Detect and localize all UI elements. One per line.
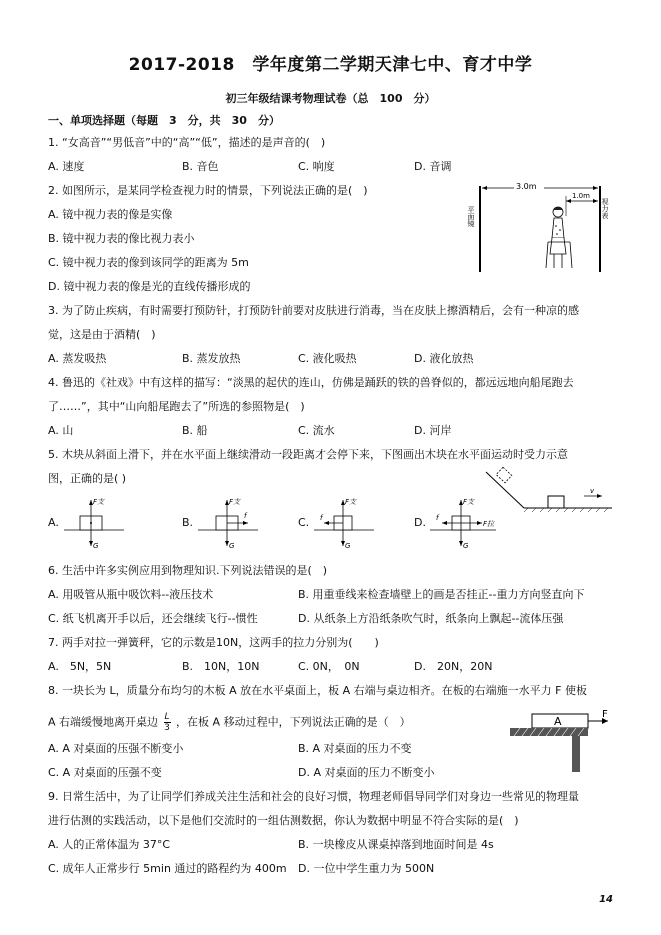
fraction-l-over-3 [164, 712, 171, 733]
q2-option-c: C. 镜中视力表的像到该同学的距离为 5m [48, 256, 249, 269]
q4-option-d: D. 河岸 [414, 424, 452, 437]
q4-stem-line2: 了……”，其中“山向船尾跑去了”所选的参照物是( ) [48, 400, 305, 413]
q2-option-a: A. 镜中视力表的像是实像 [48, 208, 173, 221]
q1-stem: 1. “女高音”“男低音”中的“高”“低”，描述的是声音的( ) [48, 136, 326, 149]
student-figure [546, 207, 572, 268]
q9-option-d: D. 一位中学生重力为 500N [298, 862, 435, 875]
q9-option-c: C. 成年人正常步行 5min 通过的路程约为 400m [48, 862, 287, 875]
q3-option-c: C. 液化吸热 [298, 352, 357, 365]
q8-option-b: B. A 对桌面的压力不变 [298, 742, 412, 755]
friction-label: f [320, 514, 323, 522]
velocity-label: v [590, 487, 595, 495]
q6-option-d: D. 从纸条上方沿纸条吹气时，纸条向上飘起--流体压强 [298, 612, 564, 625]
q3-option-d: D. 液化放热 [414, 352, 474, 365]
support-force-label: F支 [229, 498, 241, 506]
q3-option-b: B. 蒸发放热 [182, 352, 241, 365]
support-force-label: F支 [93, 498, 105, 506]
q7-option-a: A. 5N，5N [48, 660, 112, 673]
q6-option-a: A. 用吸管从瓶中吸饮料--液压技术 [48, 588, 214, 601]
q4-option-a: A. 山 [48, 424, 74, 437]
q5-option-c-diagram [314, 494, 384, 554]
q5-stem-line1: 5. 木块从斜面上滑下，并在水平面上继续滑动一段距离才会停下来，下图画出木块在水平面运动时受力示意 [48, 448, 568, 461]
chart-label: 视力表 [601, 198, 609, 219]
q3-stem-line1: 3. 为了防止疾病，有时需要打预防针，打预防针前要对皮肤进行消毒，当在皮肤上擦酒精后，会有一种凉的感 [48, 304, 579, 317]
q8-stem-line1: 8. 一块长为 L，质量分布均匀的木板 A 放在水平桌面上，板 A 右端与桌边相齐。在板的右端施一水平力 F 使板 [48, 684, 587, 697]
force-label: F [602, 709, 608, 720]
q5-option-a-diagram [64, 494, 134, 554]
q1-option-d: D. 音调 [414, 160, 452, 173]
distance-short-label: 1.0m [572, 192, 590, 200]
block-on-slope [496, 467, 512, 482]
q5-letter-d: D. [414, 516, 426, 529]
q1-option-c: C. 响度 [298, 160, 335, 173]
q9-option-a: A. 人的正常体温为 37°C [48, 838, 170, 851]
board-label: A [554, 715, 562, 728]
fraction-denominator: 3 [164, 723, 170, 733]
gravity-label: G [229, 542, 235, 550]
q9-stem-line1: 9. 日常生活中，为了让同学们养成关注生活和社会的良好习惯，物理老师倡导同学们对身边一些常见的物理量 [48, 790, 579, 803]
q2-option-d: D. 镜中视力表的像是光的直线传播形成的 [48, 280, 251, 293]
q8-option-d: D. A 对桌面的压力不断变小 [298, 766, 435, 779]
q5-option-b-diagram [198, 494, 268, 554]
friction-label: f [436, 514, 439, 522]
q4-option-b: B. 船 [182, 424, 208, 437]
q5-stem-line2: 图，正确的是( ) [48, 472, 127, 485]
section-heading: 一、单项选择题（每题 3 分，共 30 分） [48, 114, 280, 127]
fraction-numerator: L [164, 712, 170, 722]
q6-stem: 6. 生活中许多实例应用到物理知识.下列说法错误的是( ) [48, 564, 328, 577]
page-title: 2017-2018 学年度第二学期天津七中、育才中学 [128, 55, 533, 75]
q2-stem: 2. 如图所示，是某同学检查视力时的情景，下列说法正确的是( ) [48, 184, 368, 197]
q1-option-b: B. 音色 [182, 160, 219, 173]
block-on-ground [548, 496, 564, 508]
q1-option-a: A. 速度 [48, 160, 85, 173]
gravity-label: G [463, 542, 469, 550]
q2-option-b: B. 镜中视力表的像比视力表小 [48, 232, 195, 245]
mirror-label: 平面镜 [467, 206, 475, 227]
q7-option-c: C. 0N， 0N [298, 660, 360, 673]
q6-option-c: C. 纸飞机离开手以后，还会继续飞行--惯性 [48, 612, 258, 625]
exam-subtitle: 初三年级结课考物理试卷（总 100 分） [225, 92, 436, 105]
page-number: 14 [599, 894, 613, 905]
gravity-label: G [345, 542, 351, 550]
support-force-label: F支 [345, 498, 357, 506]
friction-label: f [244, 512, 247, 520]
distance-total-label: 3.0m [516, 182, 537, 191]
q3-option-a: A. 蒸发吸热 [48, 352, 107, 365]
table-leg [572, 736, 580, 772]
q6-option-b: B. 用重垂线来检查墙壁上的画是否挂正--重力方向竖直向下 [298, 588, 585, 601]
q7-option-b: B. 10N，10N [182, 660, 260, 673]
q8-option-c: C. A 对桌面的压强不变 [48, 766, 162, 779]
gravity-label: G [93, 542, 99, 550]
q5-option-d-diagram [430, 494, 510, 554]
q8-board-figure [506, 706, 618, 776]
q7-option-d: D. 20N，20N [414, 660, 493, 673]
q8-stem-line2 [48, 712, 411, 733]
q5-letter-a: A. [48, 516, 59, 529]
support-force-label: F支 [463, 498, 475, 506]
q8-stem-post: ，在板 A 移动过程中，下列说法正确的是（ ） [176, 715, 411, 729]
q4-stem-line1: 4. 鲁迅的《社戏》中有这样的描写：“淡黑的起伏的连山，仿佛是踊跃的铁的兽脊似的，都远远地向船尾跑去 [48, 376, 574, 389]
q2-eye-test-figure [468, 176, 618, 282]
pull-force-label: F拉 [483, 520, 495, 528]
q8-stem-pre: A 右端缓慢地离开桌边 [48, 715, 159, 729]
q7-stem: 7. 两手对拉一弹簧秤，它的示数是10N，这两手的拉力分别为( ) [48, 636, 379, 649]
q4-option-c: C. 流水 [298, 424, 335, 437]
q5-letter-c: C. [298, 516, 310, 529]
q3-stem-line2: 觉，这是由于酒精( ) [48, 328, 156, 341]
q9-option-b: B. 一块橡皮从课桌掉落到地面时间是 4s [298, 838, 494, 851]
q8-option-a: A. A 对桌面的压强不断变小 [48, 742, 184, 755]
q9-stem-line2: 进行估测的实践活动，以下是他们交流时的一组估测数据，你认为数据中明显不符合实际的是( ) [48, 814, 519, 827]
q5-letter-b: B. [182, 516, 194, 529]
